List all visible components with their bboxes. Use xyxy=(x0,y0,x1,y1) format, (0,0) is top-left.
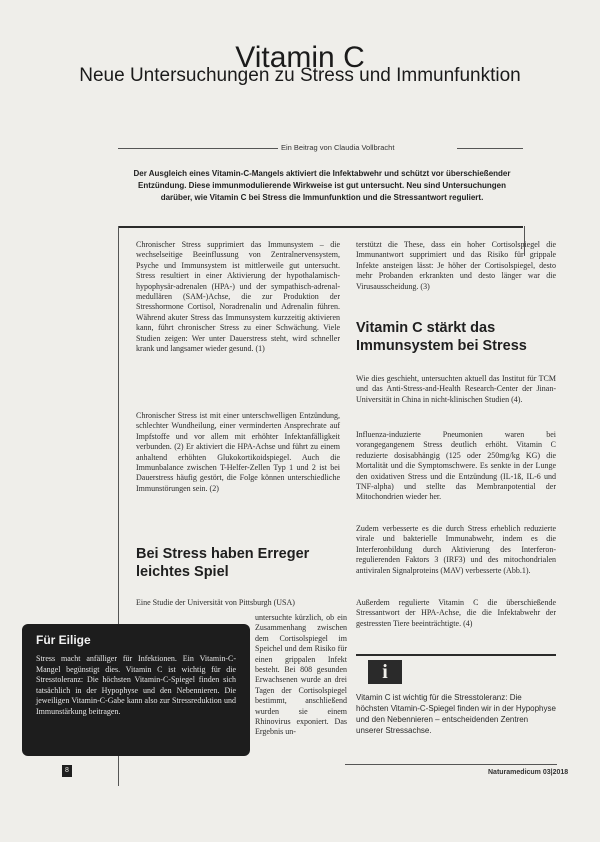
body-paragraph-3-start: Eine Studie der Universität von Pittsburgh (USA) xyxy=(136,598,295,607)
body-paragraph-2: Chronischer Stress ist mit einer unterschwelligen Entzündung, schlechter Wundheilung, einer verminderten Ansprechrate auf Impfstoffe und vor allem mit erhöhter Infektanfälligkeit verbunden. (2) Er aktiviert die HPA-Achse und führt zu einem anhaltend erhöhten Glukokortikoidspiegel. Auch die Immunbalance zwischen T-Helfer-Zellen Typ 1 und 2 ist bei Dauerstress häufig gestört, die Folge können unterschiedliche Immunstörungen sein. (2) xyxy=(136,411,340,493)
sidebar-title: Für Eilige xyxy=(36,633,91,647)
article-subtitle: Neue Untersuchungen zu Stress und Immunfunktion xyxy=(79,65,521,86)
body-paragraph-4: terstützt die These, dass ein hoher Cortisolspiegel die Immunantwort supprimiert und das Risiko für grippale Infekte ansteigen lässt: Je höher der Cortisolspiegel, desto mehr Probanden erkrankten und desto länger war die Virusausscheidung. (3) xyxy=(356,240,556,291)
body-paragraph-8: Außerdem regulierte Vitamin C die überschießende Stressantwort der HPA-Achse, die die Infektabwehr der gestressten Tiere beeinträchtigte. (4) xyxy=(356,598,556,628)
page-number: 8 xyxy=(62,765,72,777)
byline: Ein Beitrag von Claudia Vollbracht xyxy=(281,143,395,152)
byline-rule-left xyxy=(118,148,278,149)
byline-rule-right xyxy=(457,148,523,149)
journal-name: Naturamedicum 03|2018 xyxy=(488,769,569,776)
body-paragraph-1: Chronischer Stress supprimiert das Immunsystem – die wechselseitige Beeinflussung von Zentralnervensystem, Psyche und Immunsystem ist mittlerweile gut untersucht. Stress resultiert in einer Aktivierung der hypothalamisch-hypophysär-adrenalen (HPA-) und der sympathisch-adrenal-medullären (SAM-)Achse, die zur Produktion der Stresshormone Cortisol, Noradrenalin und Adrenalin führen. Während akuter Stress das Immunsystem kurzzeitig aktivieren kann, führt chronischer Stress zu einer Schwächung. Viele Studien zeigen: Wer unter Dauerstress steht, wird schneller krank und langsamer wieder gesund. (1) xyxy=(136,240,340,354)
section-heading-erreger: Bei Stress haben Erreger leichtes Spiel xyxy=(136,546,310,580)
footer-rule xyxy=(345,764,557,765)
info-icon: i xyxy=(368,660,402,684)
lead-paragraph: Der Ausgleich eines Vitamin-C-Mangels aktiviert die Infektabwehr und schützt vor überschießender Entzündung. Diese immunmodulierende Wirkweise ist gut untersucht. Neu sind Untersuchungen darüber, wie Vitamin C bei Stress die Immunfunktion und die Stressantwort reguliert. xyxy=(133,169,511,202)
sidebar-fuer-eilige xyxy=(22,624,250,756)
info-box-rule xyxy=(356,654,556,656)
body-paragraph-3-cont: untersuchte kürzlich, ob ein Zusammenhang zwischen dem Cortisolspiegel im Speichel und dem Risiko für einen grippalen Infekt besteht. Bei 808 gesunden Erwachsenen wurde an drei Tagen der Cortisolspiegel bestimmt, anschließend wurden sie einem Rhinovirus exponiert. Das Ergebnis un- xyxy=(255,613,347,737)
lead-box xyxy=(118,162,523,228)
article-title: Vitamin C xyxy=(235,41,365,75)
byline-row xyxy=(118,142,523,154)
section-heading-immunsystem: Vitamin C stärkt das Immunsystem bei Stress xyxy=(356,320,527,354)
body-paragraph-5: Wie dies geschieht, untersuchten aktuell das Institut für TCM und das Anti-Stress-and-Health Research-Center der Jinan-Universität in China in nicht-klinischen Studien (4). xyxy=(356,374,556,404)
body-paragraph-6: Influenza-induzierte Pneumonien waren bei vorangegangenem Stress deutlich erhöht. Vitamin C reduzierte dosisabhängig (125 oder 250mg/kg KG) die Mortalität und die Symptomschwere. Es senkte in der Lunge den oxidativen Stress und die Entzündung (IL-1ß, IL-6 und TNF-alpha) und stellte das Membranpotential der Mitochondrien wieder her. xyxy=(356,430,556,502)
sidebar-text: Stress macht anfälliger für Infektionen. Ein Vitamin-C-Mangel begünstigt dies. Vitamin C ist wichtig für die Stresstoleranz: Die höchsten Vitamin-C-Spiegel finden sich tatsächlich in der Hypophyse und den Nebennieren. Die jeweiligen Vitamin-C-Gabe kann also zur Stressreduktion und Immunstärkung beitragen. xyxy=(36,654,236,716)
info-box-text: Vitamin C ist wichtig für die Stresstoleranz: Die höchsten Vitamin-C-Spiegel finden wir in der Hypophyse und den Nebennieren – entscheidenden Zentren unserer Stressachse. xyxy=(356,693,556,735)
body-paragraph-7: Zudem verbesserte es die durch Stress erheblich reduzierte virale und bakterielle Immunabwehr, indem es die Interferonbildung durch Aktivierung des Interferon-regulierenden Faktors 3 (IRF3) und des mitochondrialen antiviralen Signalproteins (MAV) verbesserte (Abb.1). xyxy=(356,524,556,575)
